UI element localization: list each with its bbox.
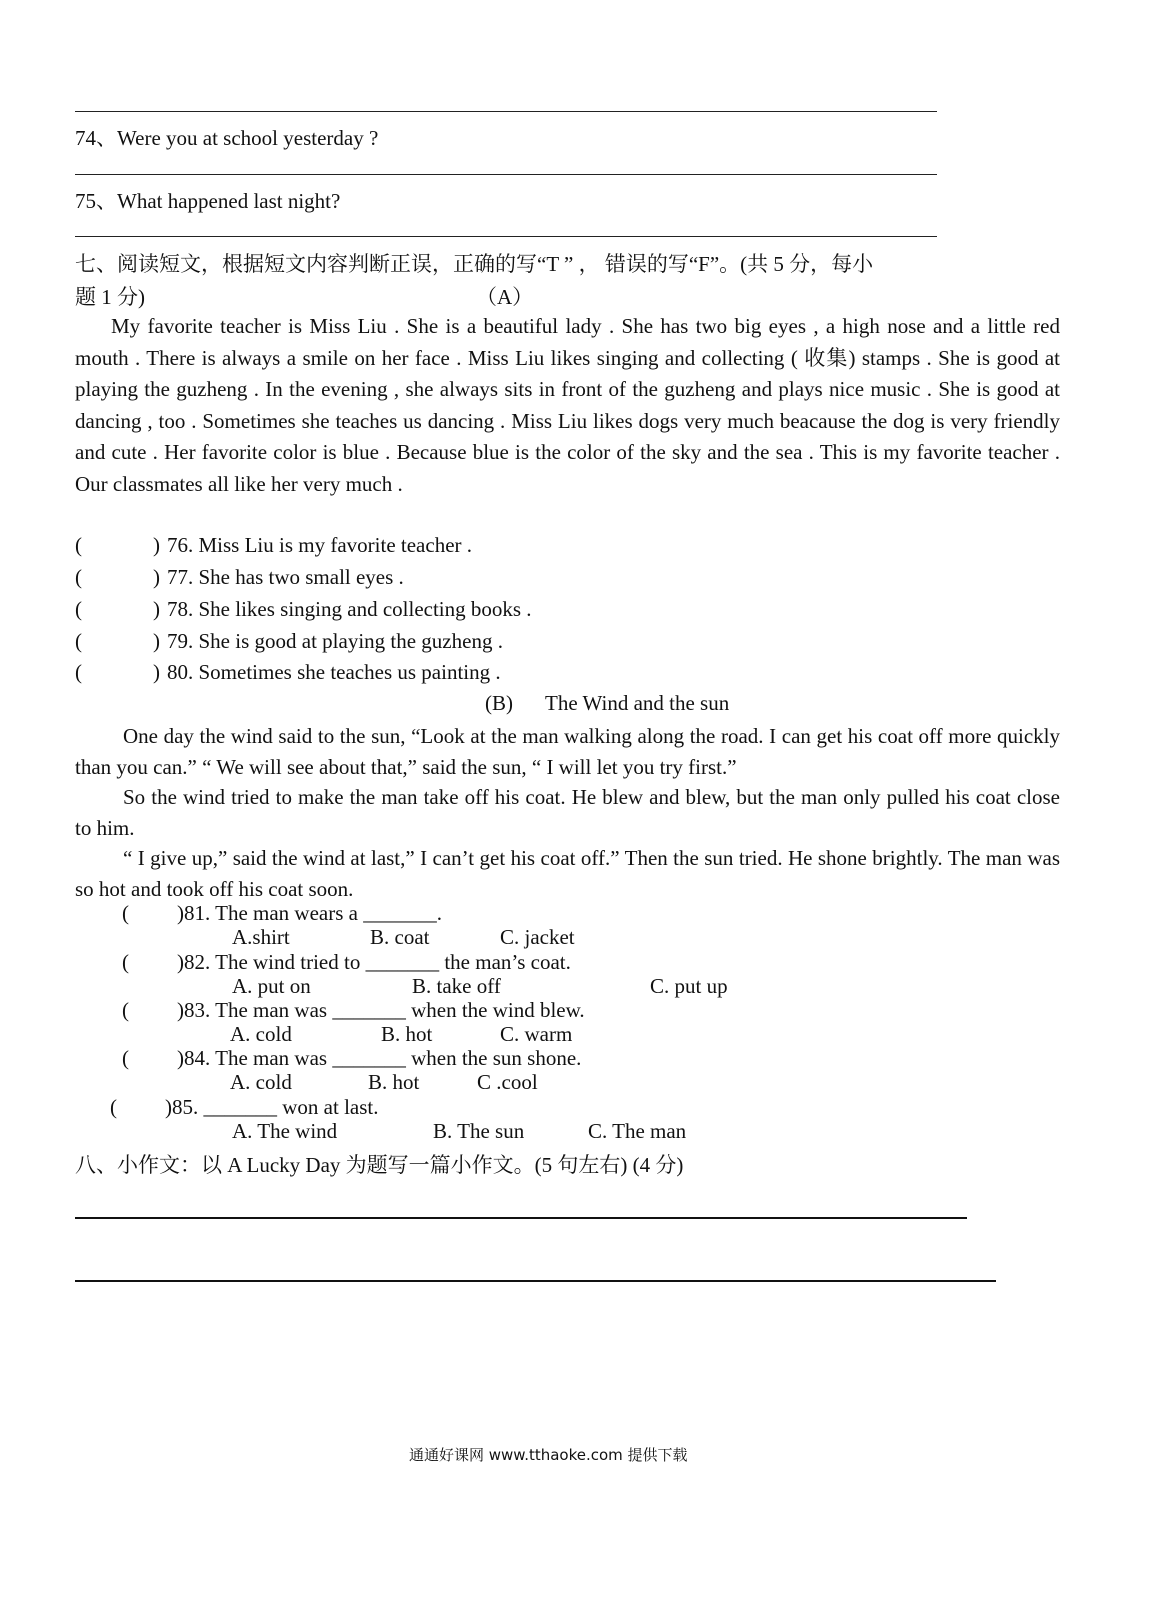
answer-blank-close: ) xyxy=(153,660,160,684)
mc-option: B. take off xyxy=(412,974,501,998)
mc-option: A. The wind xyxy=(232,1119,338,1143)
composition-line-2 xyxy=(75,1280,996,1282)
tf-item-76 xyxy=(75,533,473,558)
answer-blank-close: ) xyxy=(153,629,160,653)
answer-blank-open: ( xyxy=(75,533,82,557)
mc-option: A.shirt xyxy=(232,925,290,949)
question-74: 74、Were you at school yesterday ? xyxy=(75,126,379,150)
passage-b-paragraph-1: One day the wind said to the sun, “Look at the man walking along the road. I can get his coat off more quickly than you can.” “ We will see about that,” said the sun, “ I will let you try first.” xyxy=(75,724,1060,779)
answer-line-73 xyxy=(75,111,937,112)
mc-option: A. put on xyxy=(232,974,311,998)
answer-line-75 xyxy=(75,236,937,237)
mc-option: B. hot xyxy=(381,1022,433,1046)
composition-line-1 xyxy=(75,1217,967,1219)
answer-blank-close: ) xyxy=(153,565,160,589)
answer-blank-open: ( xyxy=(122,950,129,974)
tf-item-80 xyxy=(75,660,501,685)
answer-blank-open: ( xyxy=(75,565,82,589)
mc-option: B. coat xyxy=(370,925,430,949)
tf-item-text: 78. She likes singing and collecting books . xyxy=(167,597,532,621)
mc-item-84 xyxy=(122,1046,582,1071)
mc-item-82 xyxy=(122,950,571,975)
mc-item-85 xyxy=(110,1095,379,1120)
mc-stem: )84. The man was _______ when the sun shone. xyxy=(177,1046,582,1070)
section7-heading-line2: 题 1 分) xyxy=(75,285,145,309)
answer-blank-open: ( xyxy=(75,660,82,684)
answer-blank-open: ( xyxy=(110,1095,117,1119)
part-a-label: （A） xyxy=(476,285,534,309)
mc-item-83 xyxy=(122,998,585,1023)
answer-blank-open: ( xyxy=(122,1046,129,1070)
answer-line-74 xyxy=(75,174,937,175)
tf-item-text: 80. Sometimes she teaches us painting . xyxy=(167,660,501,684)
answer-blank-close: ) xyxy=(153,597,160,621)
passage-b-paragraph-2: So the wind tried to make the man take off his coat. He blew and blew, but the man only pulled his coat close to him. xyxy=(75,785,1060,840)
mc-option: C .cool xyxy=(477,1070,538,1094)
section7-heading-line1: 七、阅读短文，根据短文内容判断正误，正确的写“T ” ， 错误的写“F”。(共 5 分，每小 xyxy=(75,252,874,276)
section8-heading: 八、小作文：以 A Lucky Day 为题写一篇小作文。(5 句左右) (4 分) xyxy=(75,1153,684,1177)
mc-option: A. cold xyxy=(230,1022,292,1046)
part-b-title: The Wind and the sun xyxy=(545,691,730,715)
answer-blank-open: ( xyxy=(75,629,82,653)
mc-stem: )83. The man was _______ when the wind blew. xyxy=(177,998,585,1022)
mc-stem: )85. _______ won at last. xyxy=(165,1095,379,1119)
passage-b-paragraph-3: “ I give up,” said the wind at last,” I can’t get his coat off.” Then the sun tried. He shone brightly. The man was so hot and took off his coat soon. xyxy=(75,846,1060,901)
mc-stem: )82. The wind tried to _______ the man’s coat. xyxy=(177,950,571,974)
tf-item-78 xyxy=(75,597,532,622)
mc-option: A. cold xyxy=(230,1070,292,1094)
answer-blank-open: ( xyxy=(75,597,82,621)
answer-blank-open: ( xyxy=(122,901,129,925)
mc-option: B. hot xyxy=(368,1070,420,1094)
mc-stem: )81. The man wears a _______. xyxy=(177,901,442,925)
tf-item-text: 79. She is good at playing the guzheng . xyxy=(167,629,503,653)
mc-option: C. The man xyxy=(588,1119,687,1143)
question-75: 75、What happened last night? xyxy=(75,189,341,213)
mc-option: C. warm xyxy=(500,1022,573,1046)
tf-item-text: 76. Miss Liu is my favorite teacher . xyxy=(167,533,473,557)
mc-option: B. The sun xyxy=(433,1119,525,1143)
tf-item-text: 77. She has two small eyes . xyxy=(167,565,404,589)
mc-option: C. jacket xyxy=(500,925,575,949)
tf-item-77 xyxy=(75,565,404,590)
mc-option: C. put up xyxy=(650,974,728,998)
passage-a: My favorite teacher is Miss Liu . She is a beautiful lady . She has two big eyes , a high nose and a little red mouth . There is always a smile on her face . Miss Liu likes singing and collecting ( 收集) stamps . She is good at playing the guzheng . In the evening , she always sits in front of the guzheng and plays nice music . She is good at dancing , too . Sometimes she teaches us dancing . Miss Liu likes dogs very much beacause the dog is very friendly and cute . Her favorite color is blue . Because blue is the color of the sky and the sea . This is my favorite teacher . Our classmates all like her very much . xyxy=(75,314,1060,496)
tf-item-79 xyxy=(75,629,503,654)
answer-blank-open: ( xyxy=(122,998,129,1022)
answer-blank-close: ) xyxy=(153,533,160,557)
footer-text: 通通好课网 www.tthaoke.com 提供下载 xyxy=(409,1446,688,1464)
mc-item-81 xyxy=(122,901,442,926)
part-b-label: (B) xyxy=(485,691,513,715)
